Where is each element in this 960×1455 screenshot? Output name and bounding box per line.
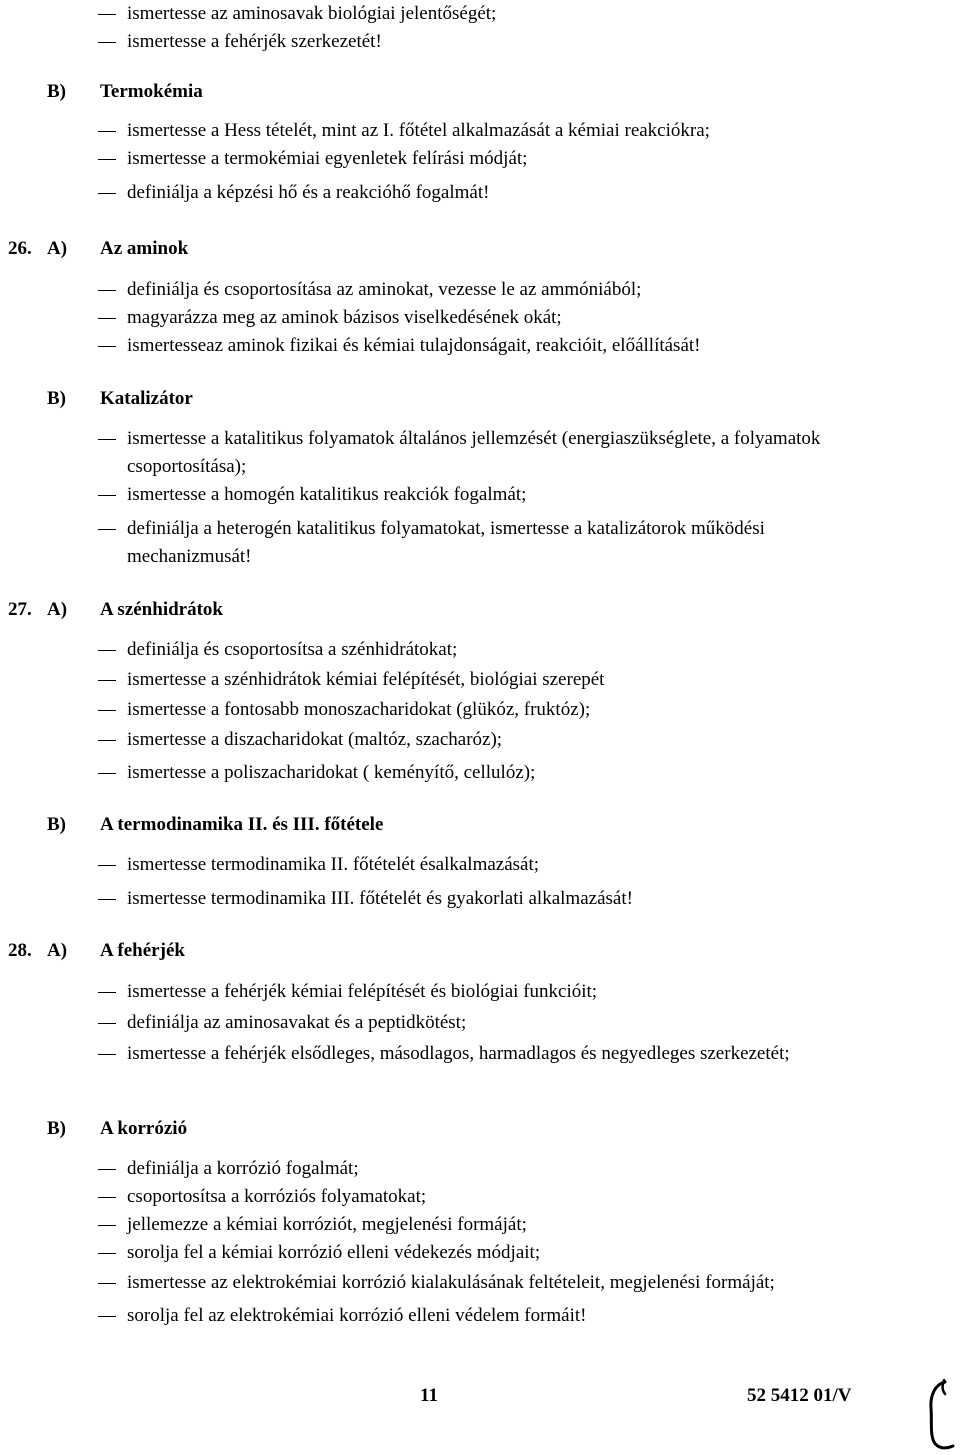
list-item: ismertesseaz aminok fizikai és kémiai tulajdonságait, reakcióit, előállítását! xyxy=(98,332,878,360)
section-list xyxy=(98,851,878,913)
section-letter: A) xyxy=(47,238,68,259)
section-letter: A) xyxy=(47,599,68,620)
top-list xyxy=(98,0,878,56)
list-item: ismertesse a szénhidrátok kémiai felépítését, biológiai szerepét xyxy=(98,666,878,694)
section-number: 27. xyxy=(8,599,32,620)
section-heading xyxy=(0,596,900,624)
section-letter: B) xyxy=(47,814,66,835)
section-title: Termokémia xyxy=(100,81,203,102)
list-item: ismertesse termodinamika II. főtételét ésalkalmazását; xyxy=(98,851,878,879)
section-number: 26. xyxy=(8,238,32,259)
section-title: A termodinamika II. és III. főtétele xyxy=(100,814,384,835)
list-item: ismertesse az elektrokémiai korrózió kialakulásának feltételeit, megjelenési formáját; xyxy=(98,1269,878,1297)
page-footer xyxy=(0,1382,960,1412)
section-heading xyxy=(0,811,900,839)
list-item: ismertesse a diszacharidokat (maltóz, szacharóz); xyxy=(98,726,878,754)
list-item: sorolja fel a kémiai korrózió elleni védekezés módjait; xyxy=(98,1239,878,1267)
list-item: ismertesse termodinamika III. főtételét és gyakorlati alkalmazását! xyxy=(98,885,878,913)
section-letter: B) xyxy=(47,1118,66,1139)
page-number: 11 xyxy=(420,1385,438,1406)
section-list xyxy=(98,1155,878,1330)
list-item: definiálja és csoportosítsa a szénhidrátokat; xyxy=(98,636,878,664)
section-title: A fehérjék xyxy=(100,940,185,961)
section-title: Az aminok xyxy=(100,238,189,259)
section-title: Katalizátor xyxy=(100,388,193,409)
list-item: ismertesse a fontosabb monoszacharidokat (glükóz, fruktóz); xyxy=(98,696,878,724)
section-title: A szénhidrátok xyxy=(100,599,223,620)
list-item: ismertesse a fehérjék kémiai felépítését és biológiai funkcióit; xyxy=(98,978,878,1006)
list-item: ismertesse a fehérjék elsődleges, másodlagos, harmadlagos és negyedleges szerkezetét; xyxy=(98,1040,878,1068)
section-letter: B) xyxy=(47,388,66,409)
section-list xyxy=(98,117,878,207)
list-item: ismertesse a Hess tételét, mint az I. főtétel alkalmazását a kémiai reakciókra; xyxy=(98,117,878,145)
list-item: definiálja a korrózió fogalmát; xyxy=(98,1155,878,1183)
list-item: csoportosítsa a korróziós folyamatokat; xyxy=(98,1183,878,1211)
section-title: A korrózió xyxy=(100,1118,188,1139)
list-item: definiálja és csoportosítása az aminokat, vezesse le az ammóniából; xyxy=(98,276,878,304)
section-number: 28. xyxy=(8,940,32,961)
list-item: sorolja fel az elektrokémiai korrózió elleni védelem formáit! xyxy=(98,1302,878,1330)
list-item: definiálja az aminosavakat és a peptidkötést; xyxy=(98,1009,878,1037)
list-item: definiálja a heterogén katalitikus folyamatokat, ismertesse a katalizátorok működési mechanizmusát! xyxy=(98,515,878,571)
document-code: 52 5412 01/V xyxy=(747,1385,852,1406)
section-letter: B) xyxy=(47,81,66,102)
list-item: ismertesse a katalitikus folyamatok általános jellemzését (energiaszükséglete, a folyamatok csoportosítása); xyxy=(98,425,878,481)
list-item: ismertesse a termokémiai egyenletek felírási módját; xyxy=(98,145,878,173)
section-heading xyxy=(0,1115,900,1143)
section-list xyxy=(98,425,878,571)
section-heading xyxy=(0,78,900,106)
list-item: magyarázza meg az aminok bázisos viselkedésének okát; xyxy=(98,304,878,332)
section-list xyxy=(98,636,878,787)
list-item: ismertesse az aminosavak biológiai jelentőségét; xyxy=(98,0,878,28)
section-letter: A) xyxy=(47,940,68,961)
section-heading xyxy=(0,235,900,263)
section-heading xyxy=(0,385,900,413)
list-item: jellemezze a kémiai korróziót, megjelenési formáját; xyxy=(98,1211,878,1239)
section-list xyxy=(98,978,878,1068)
list-item: ismertesse a homogén katalitikus reakciók fogalmát; xyxy=(98,481,878,509)
list-item: ismertesse a fehérjék szerkezetét! xyxy=(98,28,878,56)
handwritten-mark-icon xyxy=(918,1376,956,1452)
section-heading xyxy=(0,937,900,965)
list-item: ismertesse a poliszacharidokat ( keményítő, cellulóz); xyxy=(98,759,878,787)
list-item: definiálja a képzési hő és a reakcióhő fogalmát! xyxy=(98,179,878,207)
section-list xyxy=(98,276,878,360)
